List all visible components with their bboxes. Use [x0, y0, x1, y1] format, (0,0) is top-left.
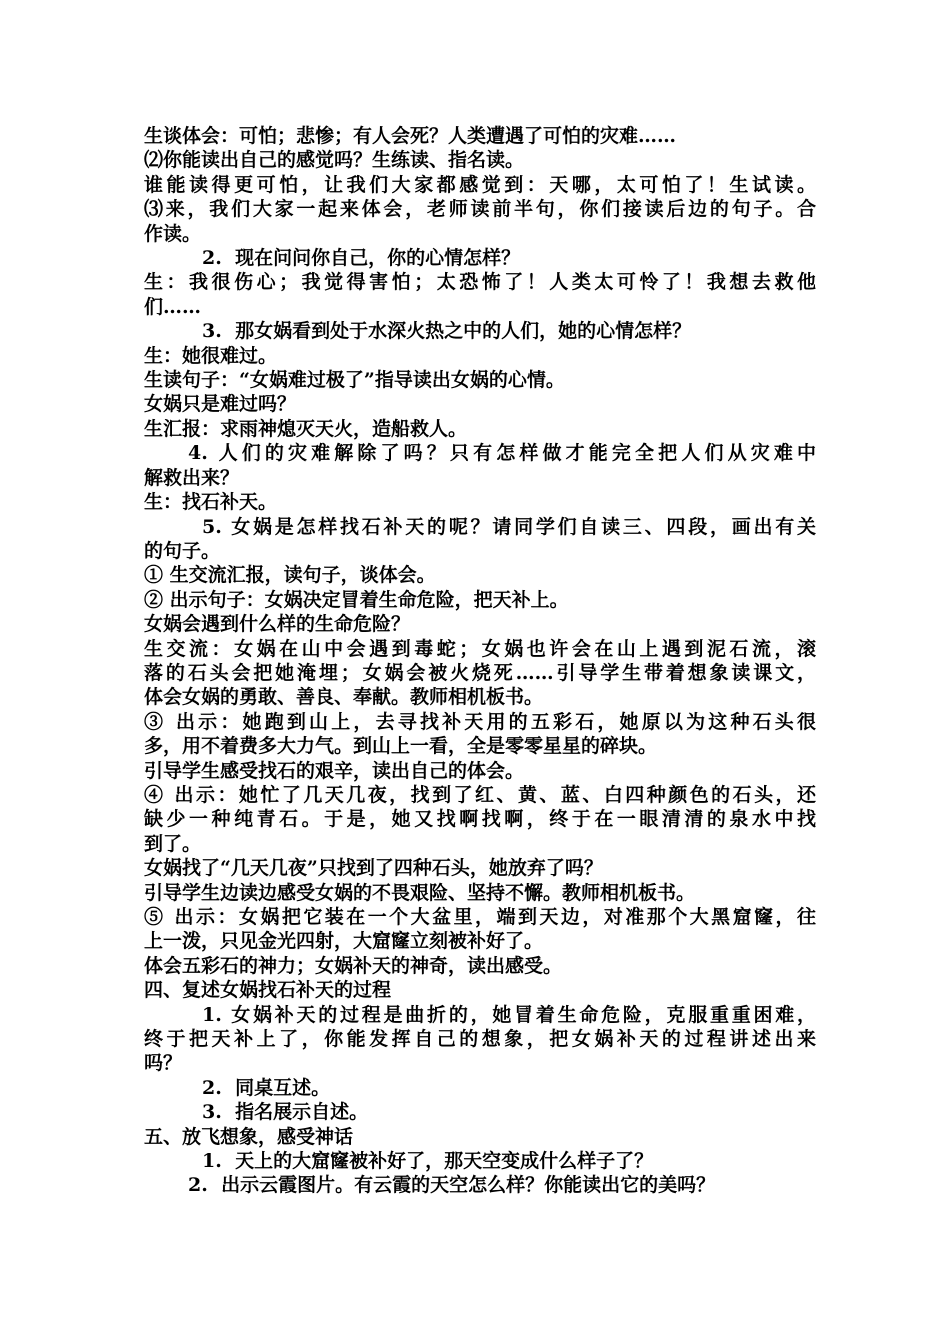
text-line: 落的石头会把她淹埋；女娲会被火烧死……引导学生带着想象读课文，: [144, 661, 816, 684]
text-line: 2. 同桌互述。: [202, 1076, 331, 1099]
text-line: ⑤ 出示：女娲把它装在一个大盆里，端到天边，对准那个大黑窟窿，往: [144, 906, 816, 928]
text-line: 上一泼，只见金光四射，大窟窿立刻被补好了。: [144, 930, 544, 953]
text-line: 2. 现在问问你自己，你的心情怎样？: [202, 247, 521, 270]
document-page: [144, 124, 816, 1198]
text-line: 生：她很难过。: [144, 344, 278, 367]
text-line: ① 生交流汇报，读句子，谈体会。: [144, 564, 436, 587]
text-line: 女娲找了“几天几夜”只找到了四种石头，她放弃了吗？: [144, 857, 603, 880]
text-line: 五、放飞想象，感受神话: [144, 1125, 354, 1148]
text-line: 女娲只是难过吗？: [144, 393, 297, 416]
text-line: 解救出来？: [144, 466, 240, 489]
text-line: 5. 女娲是怎样找石补天的呢？请同学们自读三、四段，画出有关: [202, 515, 816, 538]
text-line: ⑵你能读出自己的感觉吗？生练读、指名读。: [144, 149, 525, 172]
text-line: ③ 出示：她跑到山上，去寻找补天用的五彩石，她原以为这种石头很: [144, 710, 816, 733]
text-line: 2. 出示云霞图片。有云霞的天空怎么样？你能读出它的美吗？: [188, 1174, 716, 1197]
text-line: 体会五彩石的神力；女娲补天的神奇，读出感受。: [144, 954, 563, 977]
text-line: 缺少一种纯青石。于是，她又找啊找啊，终于在一眼清清的泉水中找: [144, 808, 816, 831]
text-line: ④ 出示：她忙了几天几夜，找到了红、黄、蓝、白四种颜色的石头，还: [144, 783, 816, 806]
text-line: ② 出示句子：女娲决定冒着生命危险，把天补上。: [144, 588, 569, 611]
text-line: 1. 女娲补天的过程是曲折的，她冒着生命危险，克服重重困难，: [202, 1003, 816, 1026]
text-line: 四、复述女娲找石补天的过程: [144, 979, 392, 1002]
text-line: 生谈体会：可怕；悲惨；有人会死？人类遭遇了可怕的灾难……: [144, 125, 677, 147]
text-line: ⑶来，我们大家一起来体会，老师读前半句，你们接读后边的句子。合: [144, 198, 816, 221]
text-line: 终于把天补上了，你能发挥自己的想象，把女娲补天的过程讲述出来: [144, 1028, 816, 1051]
text-line: 引导学生感受找石的艰辛，读出自己的体会。: [144, 759, 525, 782]
text-line: 引导学生边读边感受女娲的不畏艰险、坚持不懈。教师相机板书。: [144, 881, 696, 904]
text-line: 谁能读得更可怕，让我们大家都感觉到：天哪，太可怕了！生试读。: [144, 173, 816, 196]
text-line: 生读句子：“女娲难过极了”指导读出女娲的心情。: [144, 369, 565, 392]
text-line: 吗？: [144, 1052, 183, 1075]
text-line: 4. 人们的灾难解除了吗？只有怎样做才能完全把人们从灾难中: [188, 442, 816, 465]
text-line: 多，用不着费多大力气。到山上一看，全是零零星星的碎块。: [144, 735, 658, 758]
text-line: 生：找石补天。: [144, 491, 278, 514]
text-line: 生汇报：求雨神熄灭天火，造船救人。: [144, 417, 468, 440]
text-line: 体会女娲的勇敢、善良、奉献。教师相机板书。: [144, 686, 544, 709]
text-line: 1. 天上的大窟窿被补好了，那天空变成什么样子了？: [202, 1150, 654, 1173]
text-line: 3. 指名展示自述。: [202, 1101, 369, 1124]
text-line: 生交流：女娲在山中会遇到毒蛇；女娲也许会在山上遇到泥石流，滚: [144, 637, 816, 660]
text-line: 的句子。: [144, 539, 221, 562]
text-line: 生：我很伤心；我觉得害怕；太恐怖了！人类太可怜了！我想去救他: [144, 271, 816, 294]
text-line: 们……: [144, 295, 202, 318]
text-line: 3. 那女娲看到处于水深火热之中的人们，她的心情怎样？: [202, 320, 692, 343]
text-line: 作读。: [144, 222, 202, 245]
text-line: 到了。: [144, 832, 202, 855]
text-line: 女娲会遇到什么样的生命危险？: [144, 613, 411, 636]
